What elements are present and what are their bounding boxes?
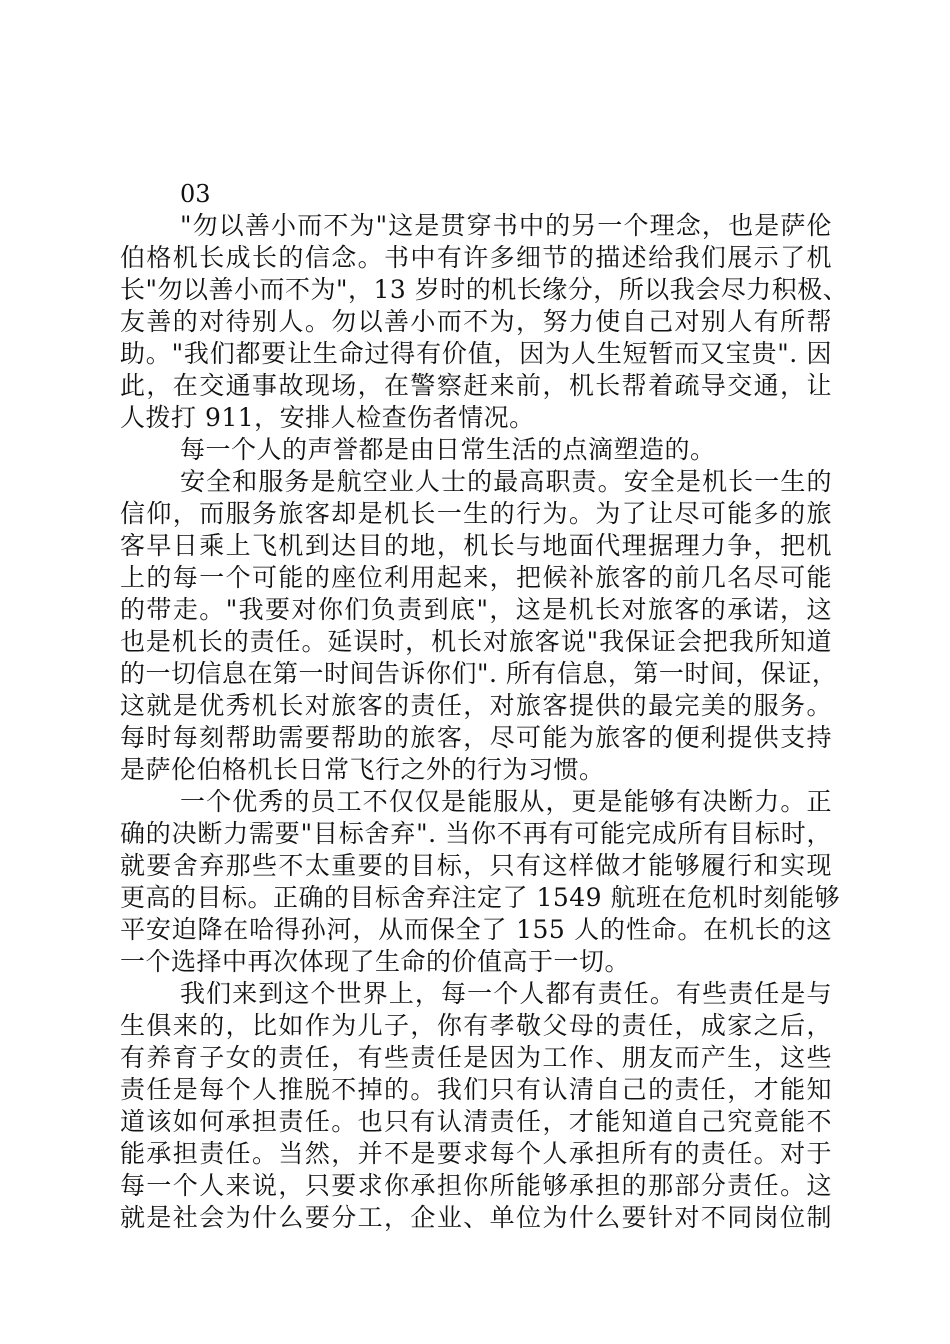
paragraph-2 [120, 434, 832, 466]
paragraph-line: 客早日乘上飞机到达目的地，机长与地面代理据理力争，把机 [120, 531, 832, 560]
paragraph-line: 就是社会为什么要分工，企业、单位为什么要针对不同岗位制 [120, 1203, 832, 1232]
paragraph-line: 友善的对待别人。勿以善小而不为，努力使自己对别人有所帮 [120, 307, 832, 336]
paragraph-line: 人拨打 911，安排人检查伤者情况。 [120, 403, 535, 432]
paragraph-1 [120, 210, 849, 434]
paragraph-line: 长"勿以善小而不为"，13 岁时的机长缘分，所以我会尽力积极、 [120, 275, 849, 304]
paragraph-line: 每一个人来说，只要求你承担你所能够承担的那部分责任。这 [120, 1171, 832, 1200]
paragraph-line: 责任是每个人推脱不掉的。我们只有认清自己的责任，才能知 [120, 1075, 832, 1104]
paragraph-line: 安全和服务是航空业人士的最高职责。安全是机长一生的 [180, 467, 832, 496]
paragraph-line: 有养育子女的责任，有些责任是因为工作、朋友而产生，这些 [120, 1043, 832, 1072]
paragraph-line: 伯格机长成长的信念。书中有许多细节的描述给我们展示了机 [120, 243, 832, 272]
paragraph-line: 信仰，而服务旅客却是机长一生的行为。为了让尽可能多的旅 [120, 499, 832, 528]
paragraph-5 [120, 978, 832, 1234]
paragraph-4 [120, 786, 841, 978]
paragraph-line: 这就是优秀机长对旅客的责任，对旅客提供的最完美的服务。 [120, 691, 832, 720]
paragraph-line: 生俱来的，比如作为儿子，你有孝敬父母的责任，成家之后， [120, 1011, 832, 1040]
section-number: 03 [180, 180, 211, 208]
paragraph-line: 也是机长的责任。延误时，机长对旅客说"我保证会把我所知道 [120, 627, 832, 656]
paragraph-line: 平安迫降在哈得孙河，从而保全了 155 人的性命。在机长的这 [120, 915, 832, 944]
paragraph-line: 的带走。"我要对你们负责到底"，这是机长对旅客的承诺，这 [120, 595, 832, 624]
paragraph-line: 一个选择中再次体现了生命的价值高于一切。 [120, 947, 631, 976]
paragraph-line: 能承担责任。当然，并不是要求每个人承担所有的责任。对于 [120, 1139, 832, 1168]
paragraph-line: 确的决断力需要"目标舍弃". 当你不再有可能完成所有目标时， [120, 819, 832, 848]
paragraph-line: 就要舍弃那些不太重要的目标，只有这样做才能够履行和实现 [120, 851, 832, 880]
paragraph-line: 此，在交通事故现场，在警察赶来前，机长帮着疏导交通，让 [120, 371, 832, 400]
paragraph-line: 上的每一个可能的座位利用起来，把候补旅客的前几名尽可能 [120, 563, 832, 592]
paragraph-line: "勿以善小而不为"这是贯穿书中的另一个理念，也是萨伦 [180, 211, 832, 240]
paragraph-line: 的一切信息在第一时间告诉你们". 所有信息，第一时间，保证， [120, 659, 838, 688]
paragraph-line: 是萨伦伯格机长日常飞行之外的行为习惯。 [120, 755, 605, 784]
document-body [120, 178, 849, 1234]
paragraph-line: 助。"我们都要让生命过得有价值，因为人生短暂而又宝贵". 因 [120, 339, 832, 368]
paragraph-line: 每一个人的声誉都是由日常生活的点滴塑造的。 [180, 435, 716, 464]
paragraph-line: 道该如何承担责任。也只有认清责任，才能知道自己究竟能不 [120, 1107, 832, 1136]
paragraph-3 [120, 466, 838, 786]
paragraph-line: 每时每刻帮助需要帮助的旅客，尽可能为旅客的便利提供支持 [120, 723, 832, 752]
paragraph-line: 一个优秀的员工不仅仅是能服从，更是能够有决断力。正 [180, 787, 832, 816]
paragraph-line: 更高的目标。正确的目标舍弃注定了 1549 航班在危机时刻能够 [120, 883, 841, 912]
paragraph-line: 我们来到这个世界上，每一个人都有责任。有些责任是与 [180, 979, 832, 1008]
